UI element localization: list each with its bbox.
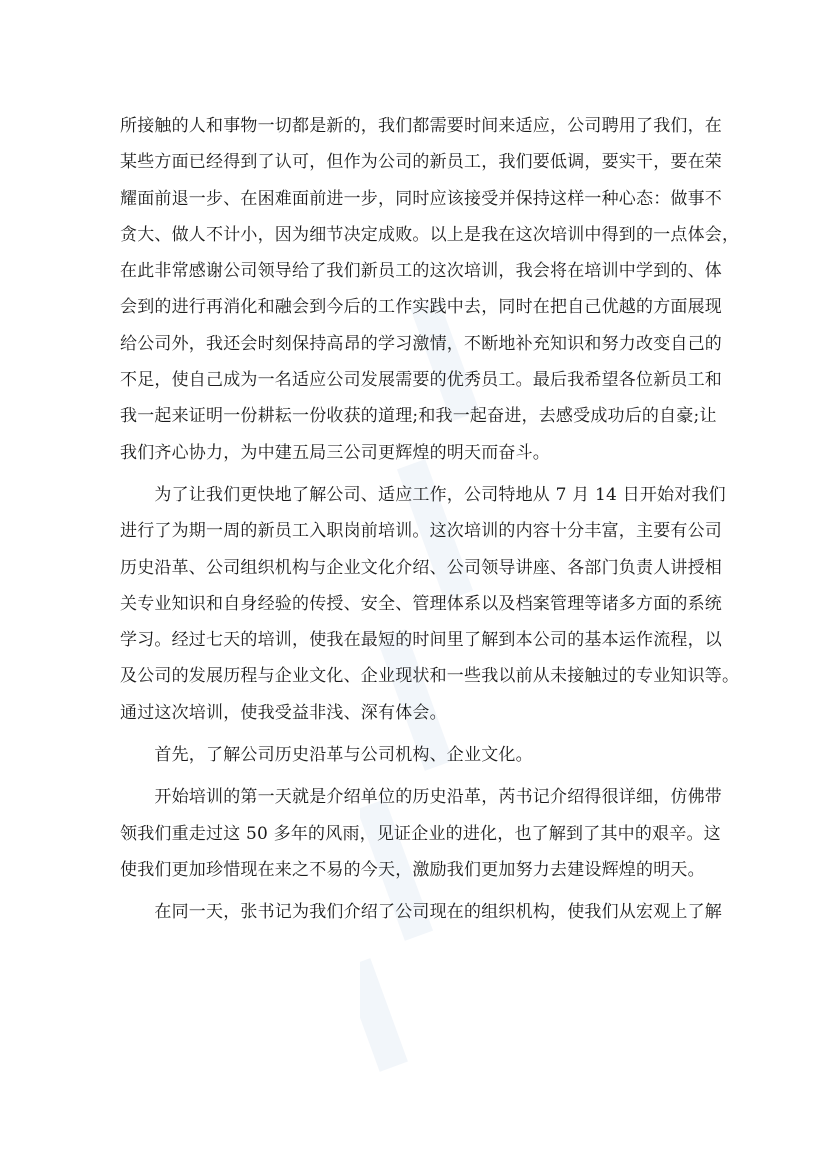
text-line: 及公司的发展历程与企业文化、企业现状和一些我以前从未接触过的专业知识等。 [120, 666, 740, 687]
text-line: 历史沿革、公司组织机构与企业文化介绍、公司领导讲座、各部门负责人讲授相 [120, 557, 722, 578]
text-line: 学习。经过七天的培训，使我在最短的时间里了解到本公司的基本运作流程，以 [120, 630, 722, 651]
text-line: 通过这次培训，使我受益非浅、深有体会。 [120, 702, 447, 723]
text-line: 进行了为期一周的新员工入职岗前培训。这次培训的内容十分丰富，主要有公司 [120, 521, 722, 542]
text-line: 某些方面已经得到了认可，但作为公司的新员工，我们要低调，要实干，要在荣 [120, 152, 722, 173]
text-line: 关专业知识和自身经验的传授、安全、管理体系以及档案管理等诸多方面的系统 [120, 593, 722, 614]
text-line: 在此非常感谢公司领导给了我们新员工的这次培训，我会将在培训中学到的、体 [120, 261, 722, 282]
text-line: 耀面前退一步、在困难面前进一步，同时应该接受并保持这样一种心态：做事不 [120, 188, 722, 209]
text-line: 不足，使自己成为一名适应公司发展需要的优秀员工。最后我希望各位新员工和 [120, 370, 722, 391]
text-line: 我们齐心协力，为中建五局三公司更辉煌的明天而奋斗。 [120, 442, 550, 463]
text-line: 开始培训的第一天就是介绍单位的历史沿革，芮书记介绍得很详细，仿佛带 [120, 787, 722, 808]
text-line: 使我们更加珍惜现在来之不易的今天，激励我们更加努力去建设辉煌的明天。 [120, 859, 705, 880]
text-line: 会到的进行再消化和融会到今后的工作实践中去，同时在把自己优越的方面展现 [120, 297, 722, 318]
text-line: 首先，了解公司历史沿革与公司机构、企业文化。 [120, 745, 533, 766]
body-text [120, 108, 740, 931]
text-line: 在同一天，张书记为我们介绍了公司现在的组织机构，使我们从宏观上了解 [120, 902, 722, 923]
text-line: 所接触的人和事物一切都是新的，我们都需要时间来适应，公司聘用了我们，在 [120, 116, 722, 136]
text-line: 贪大、做人不计小，因为细节决定成败。以上是我在这次培训中得到的一点体会， [120, 224, 740, 245]
text-line: 给公司外，我还会时刻保持高昂的学习激情，不断地补充知识和努力改变自己的 [120, 333, 722, 354]
text-line: 领我们重走过这 50 多年的风雨，见证企业的进化，也了解到了其中的艰辛。这 [120, 823, 721, 844]
text-line: 我一起来证明一份耕耘一份收获的道理;和我一起奋进，去感受成功后的自豪;让 [120, 406, 717, 427]
text-line: 为了让我们更快地了解公司、适应工作，公司特地从 7 月 14 日开始对我们 [120, 484, 726, 505]
